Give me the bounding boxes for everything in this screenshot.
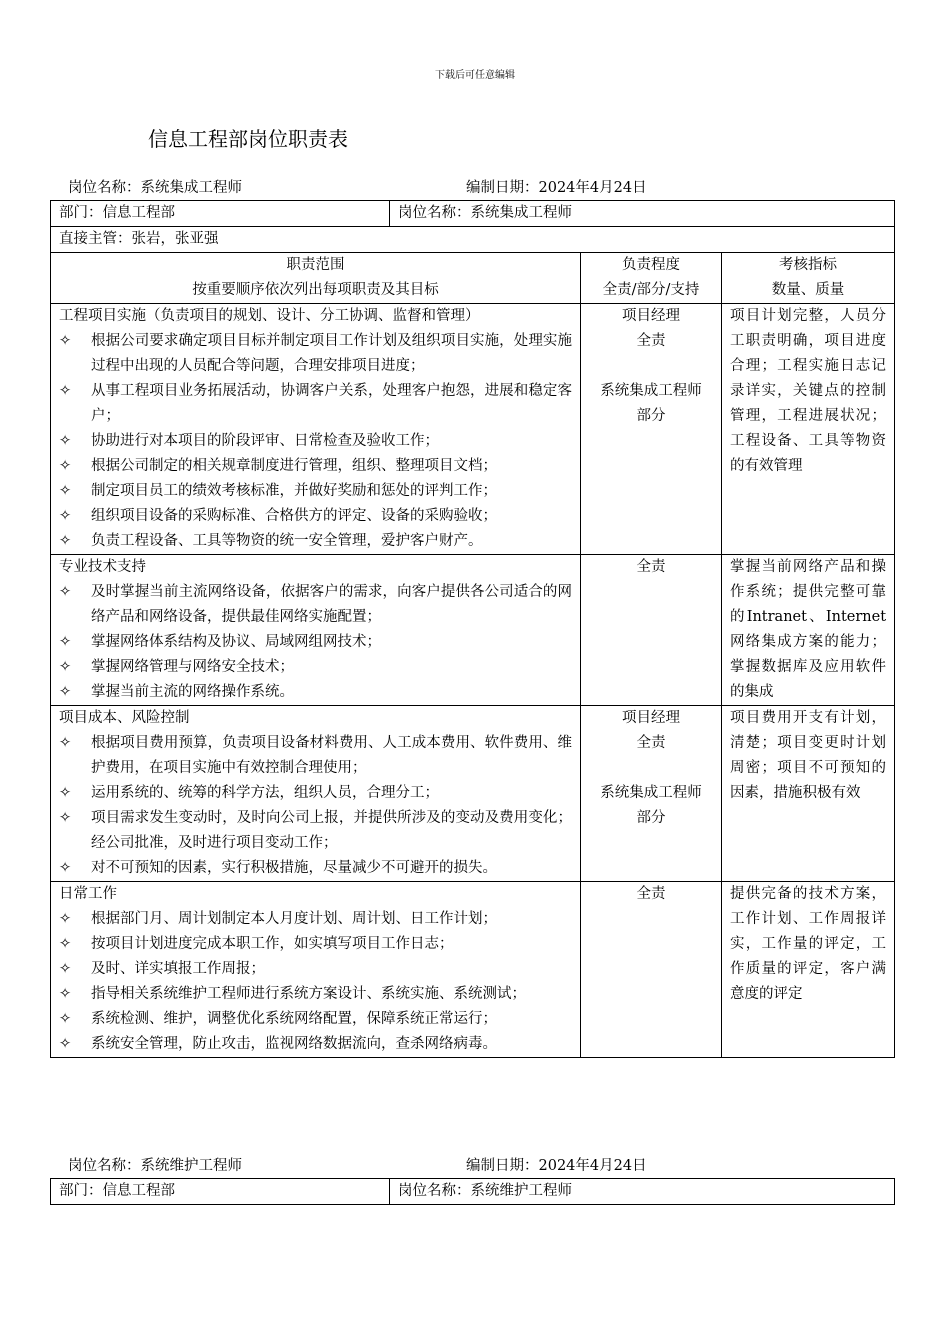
column-degree-title: 负责程度	[622, 257, 680, 273]
duty-item-text: 从事工程项目业务拓展活动，协调客户关系，处理客户抱怨，进展和稳定客户；	[91, 383, 572, 424]
duty-item-text: 掌握网络管理与网络安全技术；	[91, 659, 294, 675]
duty-item-text: 指导相关系统维护工程师进行系统方案设计、系统实施、系统测试；	[91, 986, 526, 1002]
duty-item-text: 系统检测、维护，调整优化系统网络配置，保障系统正常运行；	[91, 1011, 497, 1027]
duty-kpi-cell: 提供完备的技术方案，工作计划、工作周报详实，工作量的评定，工作质量的评定，客户满意度的评定	[722, 882, 895, 1058]
post-cell: 岗位名称：系统集成工程师	[390, 201, 895, 227]
degree-line: 部分	[636, 810, 666, 826]
supervisor-cell: 直接主管：张岩，张亚强	[51, 227, 895, 253]
duty-row	[51, 706, 895, 882]
duty-item	[59, 932, 572, 957]
degree-line: 部分	[636, 408, 666, 424]
edit-date-label: 编制日期：2024年4月24日	[466, 180, 647, 196]
duty-item-text: 按项目计划进度完成本职工作，如实填写项目工作日志；	[91, 936, 454, 952]
duty-degree-cell	[581, 882, 722, 1058]
duty-item	[59, 454, 572, 479]
bullet-icon: ✧	[59, 961, 72, 977]
duty-item	[59, 731, 572, 781]
duty-item	[59, 479, 572, 504]
bullet-icon: ✧	[59, 533, 72, 549]
duty-item	[59, 329, 572, 379]
duty-item-text: 协助进行对本项目的阶段评审、日常检查及验收工作；	[91, 433, 439, 449]
duty-item	[59, 529, 572, 554]
duty-row	[51, 882, 895, 1058]
bullet-icon: ✧	[59, 659, 72, 675]
column-scope-subtitle: 按重要顺序依次列出每项职责及其目标	[192, 282, 439, 298]
bullet-icon: ✧	[59, 1036, 72, 1052]
duty-item-text: 系统安全管理，防止攻击，监视网络数据流向，查杀网络病毒。	[91, 1036, 497, 1052]
duty-item	[59, 680, 572, 705]
degree-line: 全责	[636, 559, 666, 575]
degree-spacer	[589, 756, 713, 781]
duty-item	[59, 781, 572, 806]
bullet-icon: ✧	[59, 584, 72, 600]
duty-scope-cell	[51, 706, 581, 882]
header-note: 下载后可任意编辑	[435, 70, 515, 81]
duty-scope-cell	[51, 882, 581, 1058]
document-title: 信息工程部岗位职责表	[148, 127, 348, 151]
degree-spacer	[589, 354, 713, 379]
degree-line: 全责	[636, 735, 666, 751]
column-header-kpi	[722, 253, 895, 304]
duty-item-text: 项目需求发生变动时，及时向公司上报，并提供所涉及的变动及费用变化；经公司批准，及时进行项目变动工作；	[91, 810, 572, 851]
duty-item	[59, 379, 572, 429]
duty-heading: 项目成本、风险控制	[59, 710, 190, 726]
section2-meta	[68, 1154, 888, 1176]
department-row	[51, 1179, 895, 1205]
degree-line: 项目经理	[622, 308, 680, 324]
bullet-icon: ✧	[59, 936, 72, 952]
duty-item	[59, 982, 572, 1007]
bullet-icon: ✧	[59, 911, 72, 927]
column-header-row	[51, 253, 895, 304]
duty-table	[50, 200, 895, 1058]
duty-row	[51, 304, 895, 555]
bullet-icon: ✧	[59, 333, 72, 349]
bullet-icon: ✧	[59, 810, 72, 826]
duty-item-text: 制定项目员工的绩效考核标准，并做好奖励和惩处的评判工作；	[91, 483, 497, 499]
department-cell: 部门：信息工程部	[51, 201, 390, 227]
bullet-icon: ✧	[59, 785, 72, 801]
degree-line: 全责	[636, 333, 666, 349]
column-degree-subtitle: 全责/部分/支持	[602, 282, 700, 298]
bullet-icon: ✧	[59, 458, 72, 474]
bullet-icon: ✧	[59, 634, 72, 650]
duty-item-text: 组织项目设备的采购标准、合格供方的评定、设备的采购验收；	[91, 508, 497, 524]
duty-degree-cell	[581, 706, 722, 882]
duty-scope-cell	[51, 555, 581, 706]
duty-degree-cell	[581, 555, 722, 706]
duty-item-text: 及时掌握当前主流网络设备，依据客户的需求，向客户提供各公司适合的网络产品和网络设备，提供最佳网络实施配置；	[91, 584, 572, 625]
duty-row	[51, 555, 895, 706]
department-row	[51, 201, 895, 227]
degree-line: 项目经理	[622, 710, 680, 726]
duty-kpi-cell: 掌握当前网络产品和操作系统；提供完整可靠的Intranet、Internet网络集成方案的能力；掌握数据库及应用软件的集成	[722, 555, 895, 706]
duty-item-text: 根据部门月、周计划制定本人月度计划、周计划、日工作计划；	[91, 911, 497, 927]
duty-item	[59, 429, 572, 454]
duty-heading: 日常工作	[59, 886, 117, 902]
department-cell: 部门：信息工程部	[51, 1179, 390, 1205]
section1-meta	[68, 176, 888, 198]
duty-item-text: 运用系统的、统筹的科学方法，组织人员，合理分工；	[91, 785, 439, 801]
supervisor-row	[51, 227, 895, 253]
duty-item-text: 掌握当前主流的网络操作系统。	[91, 684, 294, 700]
bullet-icon: ✧	[59, 383, 72, 399]
bullet-icon: ✧	[59, 433, 72, 449]
duty-item-text: 根据项目费用预算，负责项目设备材料费用、人工成本费用、软件费用、维护费用，在项目实施中有效控制合理使用；	[91, 735, 572, 776]
duty-item	[59, 907, 572, 932]
duty-heading: 专业技术支持	[59, 559, 146, 575]
column-kpi-subtitle: 数量、质量	[771, 282, 845, 298]
post-cell: 岗位名称：系统维护工程师	[390, 1179, 895, 1205]
degree-line: 系统集成工程师	[600, 383, 702, 399]
duty-table-2	[50, 1178, 895, 1205]
post-name-label: 岗位名称：系统维护工程师	[68, 1158, 242, 1174]
degree-line: 系统集成工程师	[600, 785, 702, 801]
bullet-icon: ✧	[59, 483, 72, 499]
bullet-icon: ✧	[59, 860, 72, 876]
duty-item	[59, 1032, 572, 1057]
duty-heading: 工程项目实施（负责项目的规划、设计、分工协调、监督和管理）	[59, 308, 480, 324]
duty-item	[59, 957, 572, 982]
duty-degree-cell	[581, 304, 722, 555]
column-header-scope	[51, 253, 581, 304]
post-name-label: 岗位名称：系统集成工程师	[68, 180, 242, 196]
degree-line: 全责	[636, 886, 666, 902]
duty-item-text: 掌握网络体系结构及协议、局域网组网技术；	[91, 634, 381, 650]
column-scope-title: 职责范围	[286, 257, 345, 273]
duty-item	[59, 630, 572, 655]
duty-scope-cell	[51, 304, 581, 555]
duty-kpi-cell: 项目计划完整，人员分工职责明确，项目进度合理；工程实施日志记录详实，关键点的控制管理，工程进展状况；工程设备、工具等物资的有效管理	[722, 304, 895, 555]
duty-item	[59, 504, 572, 529]
duty-item	[59, 580, 572, 630]
duty-item-text: 根据公司制定的相关规章制度进行管理，组织、整理项目文档；	[91, 458, 497, 474]
duty-item	[59, 655, 572, 680]
bullet-icon: ✧	[59, 508, 72, 524]
duty-item-text: 对不可预知的因素，实行积极措施，尽量减少不可避开的损失。	[91, 860, 497, 876]
edit-date-label: 编制日期：2024年4月24日	[466, 1158, 647, 1174]
duty-item	[59, 1007, 572, 1032]
bullet-icon: ✧	[59, 1011, 72, 1027]
bullet-icon: ✧	[59, 986, 72, 1002]
duty-item-text: 根据公司要求确定项目目标并制定项目工作计划及组织项目实施，处理实施过程中出现的人员配合等问题，合理安排项目进度；	[91, 333, 572, 374]
duty-item	[59, 806, 572, 856]
bullet-icon: ✧	[59, 735, 72, 751]
bullet-icon: ✧	[59, 684, 72, 700]
duty-item-text: 及时、详实填报工作周报；	[91, 961, 265, 977]
duty-item-text: 负责工程设备、工具等物资的统一安全管理，爱护客户财产。	[91, 533, 483, 549]
duty-item	[59, 856, 572, 881]
column-kpi-title: 考核指标	[779, 257, 838, 273]
duty-kpi-cell: 项目费用开支有计划，清楚；项目变更时计划周密；项目不可预知的因素，措施积极有效	[722, 706, 895, 882]
column-header-degree	[581, 253, 722, 304]
